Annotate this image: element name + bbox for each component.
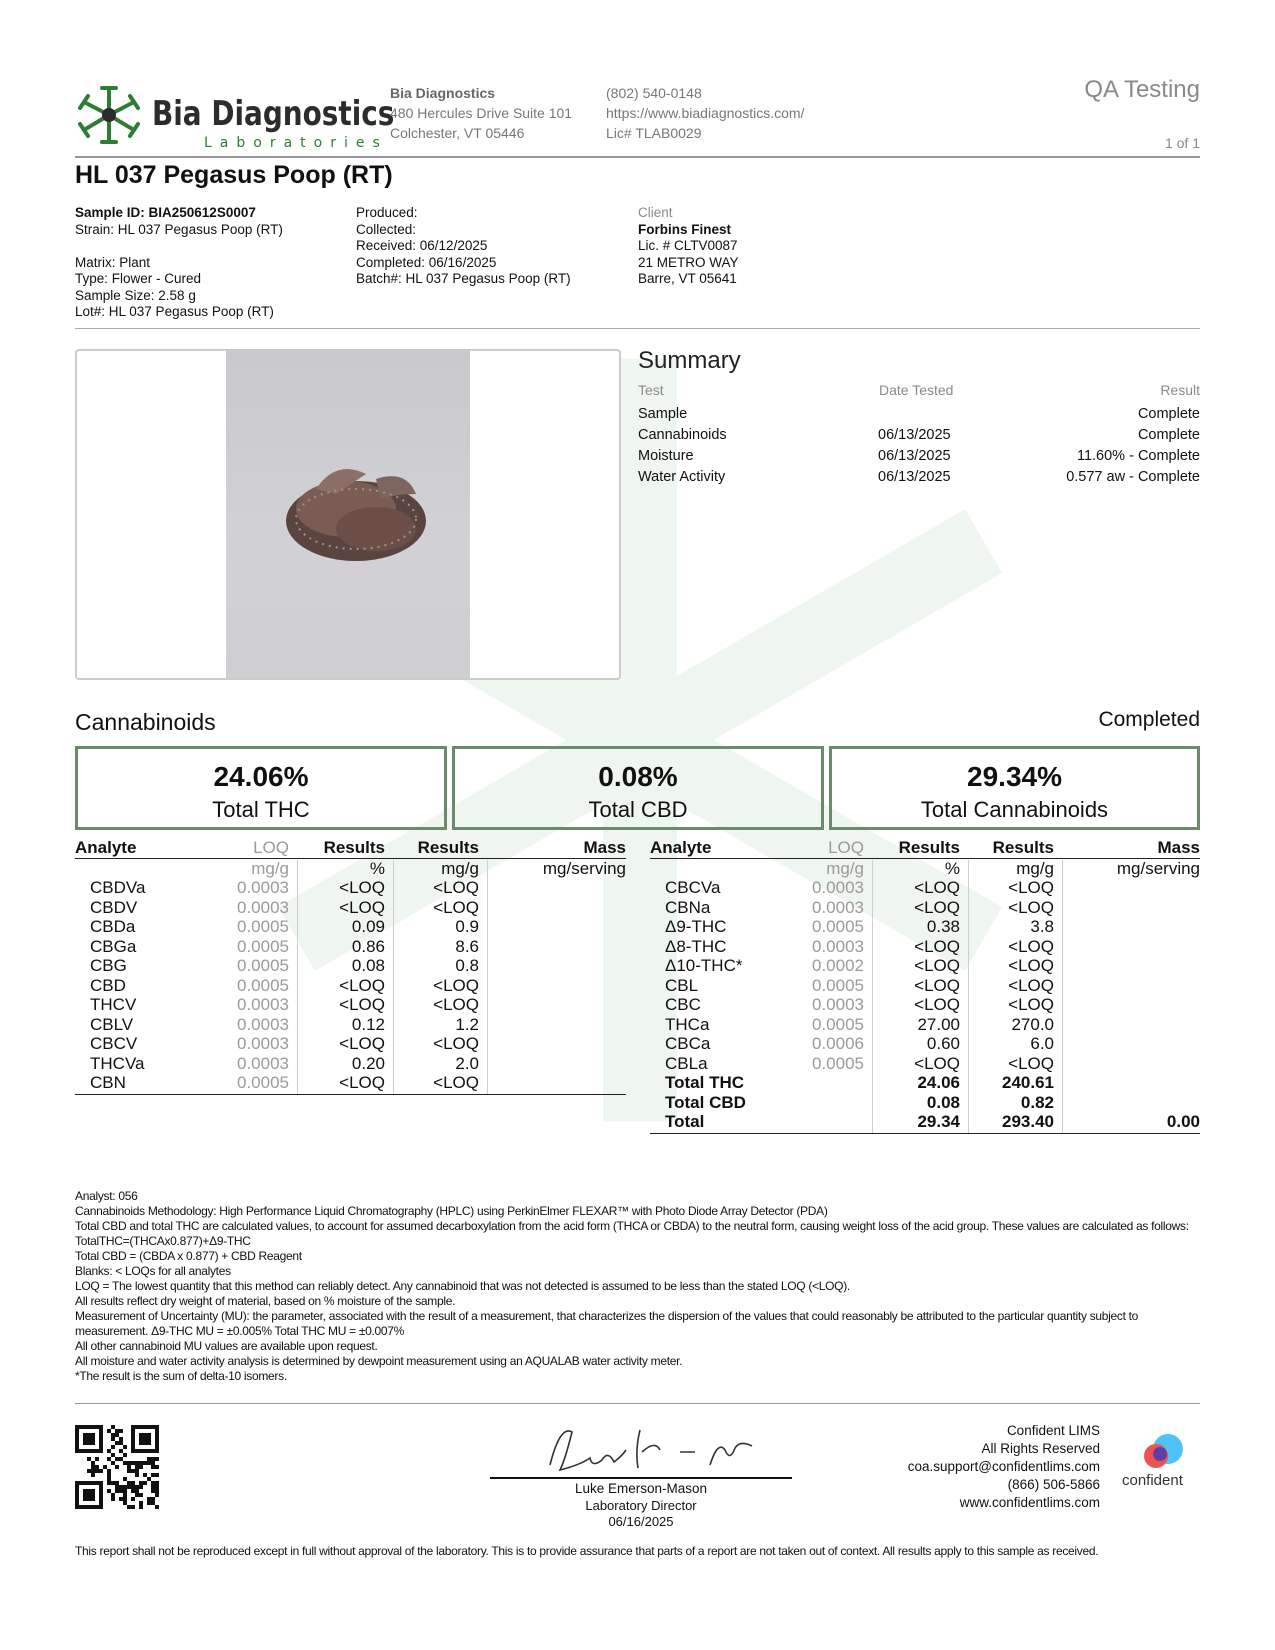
note-line: All results reflect dry weight of material, based on % moisture of the sample. [75, 1294, 456, 1308]
analyte-name: CBCa [665, 1034, 711, 1053]
total-pct: 29.34 [917, 1112, 960, 1131]
analyte-mg: <LOQ [1008, 995, 1054, 1014]
summary-row [638, 427, 1200, 448]
analyte-name: CBG [90, 956, 127, 975]
unit-mass: mg/serving [1116, 859, 1200, 878]
analyte-loq: 0.0005 [237, 917, 289, 936]
sample-photo [226, 349, 470, 678]
signatory [490, 1480, 792, 1530]
analyte-pct: <LOQ [339, 878, 385, 897]
report-title: HL 037 Pegasus Poop (RT) [75, 161, 393, 189]
col-results-mg: Results [992, 838, 1054, 857]
note-line: Analyst: 056 [75, 1189, 138, 1203]
note-line: All other cannabinoid MU values are available upon request. [75, 1339, 378, 1353]
note-line: Cannabinoids Methodology: High Performance Liquid Chromatography (HPLC) using PerkinElmer FLEXAR™ with Photo Diode Array Detector (PDA) [75, 1204, 828, 1218]
analyte-mg: <LOQ [1008, 936, 1054, 956]
table-header [650, 838, 1200, 858]
total-thc-box [75, 746, 447, 830]
analyte-pct: <LOQ [914, 995, 960, 1014]
analyte-loq: 0.0005 [237, 975, 289, 995]
analyte-mg: 0.9 [455, 917, 479, 936]
analyte-name: Δ10-THC* [665, 956, 743, 975]
table-bottom-rule [75, 1094, 626, 1095]
analyte-mg: <LOQ [1008, 897, 1054, 917]
analyte-loq: 0.0005 [812, 975, 864, 995]
note-line: LOQ = The lowest quantity that this method can reliably detect. Any cannabinoid that was not detected is assumed to be less than the stated LOQ (<LOQ). [75, 1279, 850, 1293]
logo-wordmark: Bia Diagnostics [152, 94, 395, 134]
total-cbd-value: 0.08% [598, 761, 678, 792]
analyte-pct: 0.38 [926, 917, 960, 936]
total-thc-value: 24.06% [213, 761, 309, 792]
confident-logo-text: confident [1122, 1472, 1183, 1489]
analyte-loq: 0.0003 [812, 878, 864, 897]
column-divider [872, 860, 873, 1133]
total-pct: 0.08 [926, 1092, 960, 1112]
table-row [75, 898, 626, 918]
analyte-loq: 0.0005 [237, 1073, 289, 1092]
analyte-loq: 0.0006 [812, 1034, 864, 1053]
note-line: All moisture and water activity analysis is determined by dewpoint measurement using an AQUALAB water activity meter. [75, 1354, 683, 1368]
analyte-mg: 3.8 [1030, 917, 1054, 936]
sample-info [75, 205, 283, 321]
table-row [650, 917, 1200, 937]
summary-result: Complete [1137, 427, 1200, 443]
received-date: Received: 06/12/2025 [356, 238, 488, 253]
col-mass: Mass [583, 838, 626, 857]
analyte-name: CBDa [90, 917, 136, 936]
table-row [75, 1073, 626, 1093]
summary-test: Cannabinoids [638, 427, 727, 443]
signature-date: 06/16/2025 [608, 1514, 674, 1529]
unit-loq: mg/g [826, 859, 864, 878]
lab-name: Bia Diagnostics [390, 85, 496, 101]
notes-rule [75, 1403, 1200, 1404]
summary-test: Water Activity [638, 469, 726, 485]
total-mg: 0.82 [1020, 1092, 1054, 1112]
analyte-name: CBL [665, 975, 699, 995]
table-row [75, 1054, 626, 1074]
summary-date: 06/13/2025 [878, 448, 951, 464]
analyte-name: CBC [665, 995, 701, 1014]
bia-logo-icon [74, 82, 144, 148]
summary-test: Sample [638, 406, 688, 422]
analyte-pct: <LOQ [914, 975, 960, 995]
lims-rights: All Rights Reserved [981, 1441, 1100, 1456]
analyte-loq: 0.0003 [812, 995, 864, 1014]
total-row [650, 1073, 1200, 1093]
analyte-loq: 0.0003 [237, 897, 289, 917]
note-line: Blanks: < LOQs for all analytes [75, 1264, 231, 1278]
table-row [650, 956, 1200, 976]
analyte-pct: <LOQ [339, 1073, 385, 1092]
page-number: 1 of 1 [1164, 135, 1200, 151]
analyte-pct: 0.09 [351, 917, 385, 936]
column-divider [487, 860, 488, 1094]
analyte-name: CBLV [90, 1014, 134, 1034]
lims-website[interactable]: www.confidentlims.com [959, 1495, 1100, 1510]
analyte-mg: <LOQ [433, 1073, 479, 1092]
analyte-pct: 0.86 [351, 936, 385, 956]
analyte-mg: <LOQ [433, 1034, 479, 1053]
analyte-mg: <LOQ [1008, 878, 1054, 897]
analyte-pct: <LOQ [914, 878, 960, 897]
client-address1: 21 METRO WAY [638, 254, 739, 270]
analyte-mg: <LOQ [1008, 956, 1054, 975]
analyte-name: THCa [665, 1014, 710, 1034]
report-type: QA Testing [1084, 76, 1200, 103]
client-name: Forbins Finest [638, 221, 732, 237]
note-line: TotalTHC=(THCAx0.877)+Δ9-THC [75, 1234, 251, 1248]
signature-line [490, 1477, 792, 1479]
note-line: *The result is the sum of delta-10 isomers. [75, 1369, 287, 1383]
table-row [75, 976, 626, 996]
summary-col-test: Test [638, 382, 664, 398]
cannabinoid-table-right [650, 840, 1200, 1140]
signatory-name: Luke Emerson-Mason [574, 1481, 708, 1496]
analyte-pct: <LOQ [339, 897, 385, 917]
note-line: Total CBD and total THC are calculated values, to account for assumed decarboxylation from the acid form (THCA or CBDA) to the neutral form, causing weight loss of the acid group. These values are calculated as follows: [75, 1219, 1189, 1233]
note-line: Total CBD = (CBDA x 0.877) + CBD Reagent [75, 1249, 302, 1263]
summary-result: 0.577 aw - Complete [1066, 469, 1200, 485]
unit-mg: mg/g [441, 859, 479, 878]
total-cannabinoids-label: Total Cannabinoids [920, 797, 1109, 822]
analyte-loq: 0.0003 [237, 1053, 289, 1073]
cannabinoid-table-left [75, 840, 626, 1100]
analyte-loq: 0.0003 [812, 897, 864, 917]
column-divider [968, 860, 969, 1133]
analyte-pct: <LOQ [914, 956, 960, 975]
total-row [650, 1112, 1200, 1132]
analyte-pct: 0.60 [926, 1034, 960, 1053]
methodology-notes [75, 1189, 1195, 1384]
analyte-pct: <LOQ [914, 1053, 960, 1073]
lab-address1: 480 Hercules Drive Suite 101 [390, 105, 573, 121]
unit-pct: % [369, 859, 385, 878]
total-row [650, 1093, 1200, 1113]
table-row [75, 937, 626, 957]
analyte-mg: 6.0 [1030, 1034, 1054, 1053]
table-row [650, 1034, 1200, 1054]
analyte-mg: <LOQ [1008, 975, 1054, 995]
table-row [75, 878, 626, 898]
analyte-loq: 0.0003 [237, 995, 289, 1014]
analyte-name: THCV [90, 995, 137, 1014]
analyte-name: Δ9-THC [665, 917, 727, 936]
qr-code[interactable] [75, 1425, 159, 1509]
total-cbd-label: Total CBD [588, 797, 688, 822]
table-row [75, 917, 626, 937]
analyte-mg: 2.0 [455, 1053, 479, 1073]
confident-logo-icon [1138, 1432, 1188, 1472]
note-line: Measurement of Uncertainty (MU): the parameter, associated with the result of a measurement, that characterizes the dispersion of the values that could reasonably be attributed to the particular quantity subject to measurement. Δ9-THC MU = ±0.005% Total THC MU = ±0.007% [75, 1309, 1139, 1338]
lab-website[interactable]: https://www.biadiagnostics.com/ [606, 105, 805, 121]
total-name: Total CBD [665, 1092, 746, 1112]
total-name: Total THC [665, 1073, 745, 1092]
table-row [650, 1054, 1200, 1074]
client-label: Client [638, 205, 673, 220]
lab-web-info [606, 83, 804, 143]
total-mg: 240.61 [1002, 1073, 1054, 1092]
summary-title: Summary [638, 347, 741, 374]
cannabinoids-title: Cannabinoids [75, 709, 216, 735]
summary-col-result: Result [1160, 382, 1200, 398]
column-divider [393, 860, 394, 1094]
sample-size: Sample Size: 2.58 g [75, 287, 196, 303]
col-results-pct: Results [898, 838, 960, 857]
col-mass: Mass [1157, 838, 1200, 857]
total-thc-label: Total THC [212, 797, 310, 822]
lims-phone: (866) 506-5866 [1007, 1477, 1100, 1492]
analyte-mg: <LOQ [433, 995, 479, 1014]
client-address2: Barre, VT 05641 [638, 271, 737, 286]
table-row [75, 1034, 626, 1054]
analyte-pct: 27.00 [917, 1014, 960, 1034]
summary-row [638, 469, 1200, 490]
analyte-mg: <LOQ [433, 975, 479, 995]
analyte-loq: 0.0003 [237, 1034, 289, 1053]
total-name: Total [665, 1112, 705, 1131]
col-analyte: Analyte [75, 838, 137, 857]
signatory-title: Laboratory Director [585, 1498, 697, 1513]
analyte-pct: 0.20 [351, 1053, 385, 1073]
col-loq: LOQ [828, 838, 864, 857]
summary-result: 11.60% - Complete [1076, 448, 1200, 464]
analyte-name: CBN [90, 1073, 126, 1092]
summary-date: 06/13/2025 [878, 469, 951, 485]
logo-subtitle: Laboratories [204, 135, 388, 151]
analyte-name: THCVa [90, 1053, 145, 1073]
unit-mass: mg/serving [542, 859, 626, 878]
client-license: Lic. # CLTV0087 [638, 238, 738, 253]
table-bottom-rule [650, 1133, 1200, 1134]
analyte-name: CBLa [665, 1053, 708, 1073]
table-row [75, 995, 626, 1015]
disclaimer: This report shall not be reproduced except in full without approval of the laboratory. This is to provide assurance that parts of a report are not taken out of context. All results apply to this sample as received. [75, 1544, 1099, 1558]
sample-dates [356, 205, 571, 288]
analyte-loq: 0.0003 [812, 936, 864, 956]
summary-header [638, 382, 1200, 403]
analyte-loq: 0.0003 [237, 878, 289, 897]
collected-date: Collected: [356, 221, 417, 237]
total-cbd-box [452, 746, 824, 830]
analyte-name: Δ8-THC [665, 936, 727, 956]
analyte-name: CBCVa [665, 878, 721, 897]
analyte-name: CBCV [90, 1034, 138, 1053]
analyte-pct: <LOQ [339, 1034, 385, 1053]
signature-image [530, 1420, 760, 1478]
analyte-mg: 0.8 [455, 956, 479, 975]
lims-name: Confident LIMS [1006, 1423, 1100, 1438]
table-header [75, 838, 626, 858]
total-cannabinoids-value: 29.34% [967, 761, 1062, 792]
cannabinoids-status: Completed [1098, 708, 1200, 731]
unit-pct: % [944, 859, 960, 878]
batch-number: Batch#: HL 037 Pegasus Poop (RT) [356, 271, 571, 286]
col-loq: LOQ [253, 838, 289, 857]
analyte-loq: 0.0005 [812, 917, 864, 936]
table-row [650, 878, 1200, 898]
unit-mg: mg/g [1016, 859, 1054, 878]
analyte-loq: 0.0005 [812, 1053, 864, 1073]
col-results-pct: Results [323, 838, 385, 857]
analyte-mg: <LOQ [433, 897, 479, 917]
lims-email[interactable]: coa.support@confidentlims.com [907, 1459, 1100, 1474]
total-mass: 0.00 [1166, 1112, 1200, 1131]
analyte-mg: 8.6 [455, 936, 479, 956]
lab-address2: Colchester, VT 05446 [390, 125, 525, 141]
analyte-mg: <LOQ [433, 878, 479, 897]
column-divider [1062, 860, 1063, 1133]
table-row [75, 956, 626, 976]
produced-date: Produced: [356, 205, 418, 220]
analyte-loq: 0.0005 [237, 936, 289, 956]
unit-loq: mg/g [251, 859, 289, 878]
units-row [75, 859, 626, 879]
table-row [75, 1015, 626, 1035]
lims-info [908, 1422, 1100, 1512]
lab-phone: (802) 540-0148 [606, 85, 702, 101]
analyte-loq: 0.0002 [812, 956, 864, 975]
sample-id: Sample ID: BIA250612S0007 [75, 205, 256, 220]
analyte-pct: <LOQ [339, 995, 385, 1014]
analyte-name: CBDVa [90, 878, 146, 897]
total-cannabinoids-box [829, 746, 1200, 830]
analyte-pct: 0.12 [351, 1014, 385, 1034]
analyte-loq: 0.0003 [237, 1014, 289, 1034]
analyte-mg: 1.2 [455, 1014, 479, 1034]
table-row [650, 937, 1200, 957]
total-pct: 24.06 [917, 1073, 960, 1092]
flower-bud-image [256, 449, 456, 579]
summary-row [638, 406, 1200, 427]
client-info [638, 205, 739, 288]
table-row [650, 976, 1200, 996]
analyte-name: CBGa [90, 936, 137, 956]
info-rule [75, 328, 1200, 329]
sample-strain: Strain: HL 037 Pegasus Poop (RT) [75, 221, 283, 237]
summary-result: Complete [1137, 406, 1200, 422]
analyte-name: CBNa [665, 897, 711, 917]
table-row [650, 898, 1200, 918]
units-row [650, 859, 1200, 879]
sample-lot: Lot#: HL 037 Pegasus Poop (RT) [75, 304, 274, 319]
summary-date: 06/13/2025 [878, 427, 951, 443]
analyte-pct: <LOQ [339, 975, 385, 995]
summary-row [638, 448, 1200, 469]
completed-date: Completed: 06/16/2025 [356, 254, 497, 270]
summary-test: Moisture [638, 448, 694, 464]
analyte-mg: 270.0 [1011, 1014, 1054, 1034]
analyte-name: CBD [90, 975, 126, 995]
sample-matrix: Matrix: Plant [75, 254, 151, 270]
col-analyte: Analyte [650, 838, 712, 857]
analyte-pct: <LOQ [914, 897, 960, 917]
lab-license: Lic# TLAB0029 [606, 125, 702, 141]
analyte-loq: 0.0005 [237, 956, 289, 975]
analyte-pct: <LOQ [914, 936, 960, 956]
summary-col-date: Date Tested [879, 382, 954, 398]
total-mg: 293.40 [1002, 1112, 1054, 1131]
analyte-name: CBDV [90, 897, 138, 917]
lab-contact [390, 83, 572, 143]
col-results-mg: Results [417, 838, 479, 857]
sample-type: Type: Flower - Cured [75, 271, 202, 286]
table-row [650, 1015, 1200, 1035]
header-rule [75, 156, 1200, 158]
column-divider [297, 860, 298, 1094]
analyte-loq: 0.0005 [812, 1014, 864, 1034]
table-row [650, 995, 1200, 1015]
analyte-mg: <LOQ [1008, 1053, 1054, 1073]
analyte-pct: 0.08 [351, 956, 385, 975]
